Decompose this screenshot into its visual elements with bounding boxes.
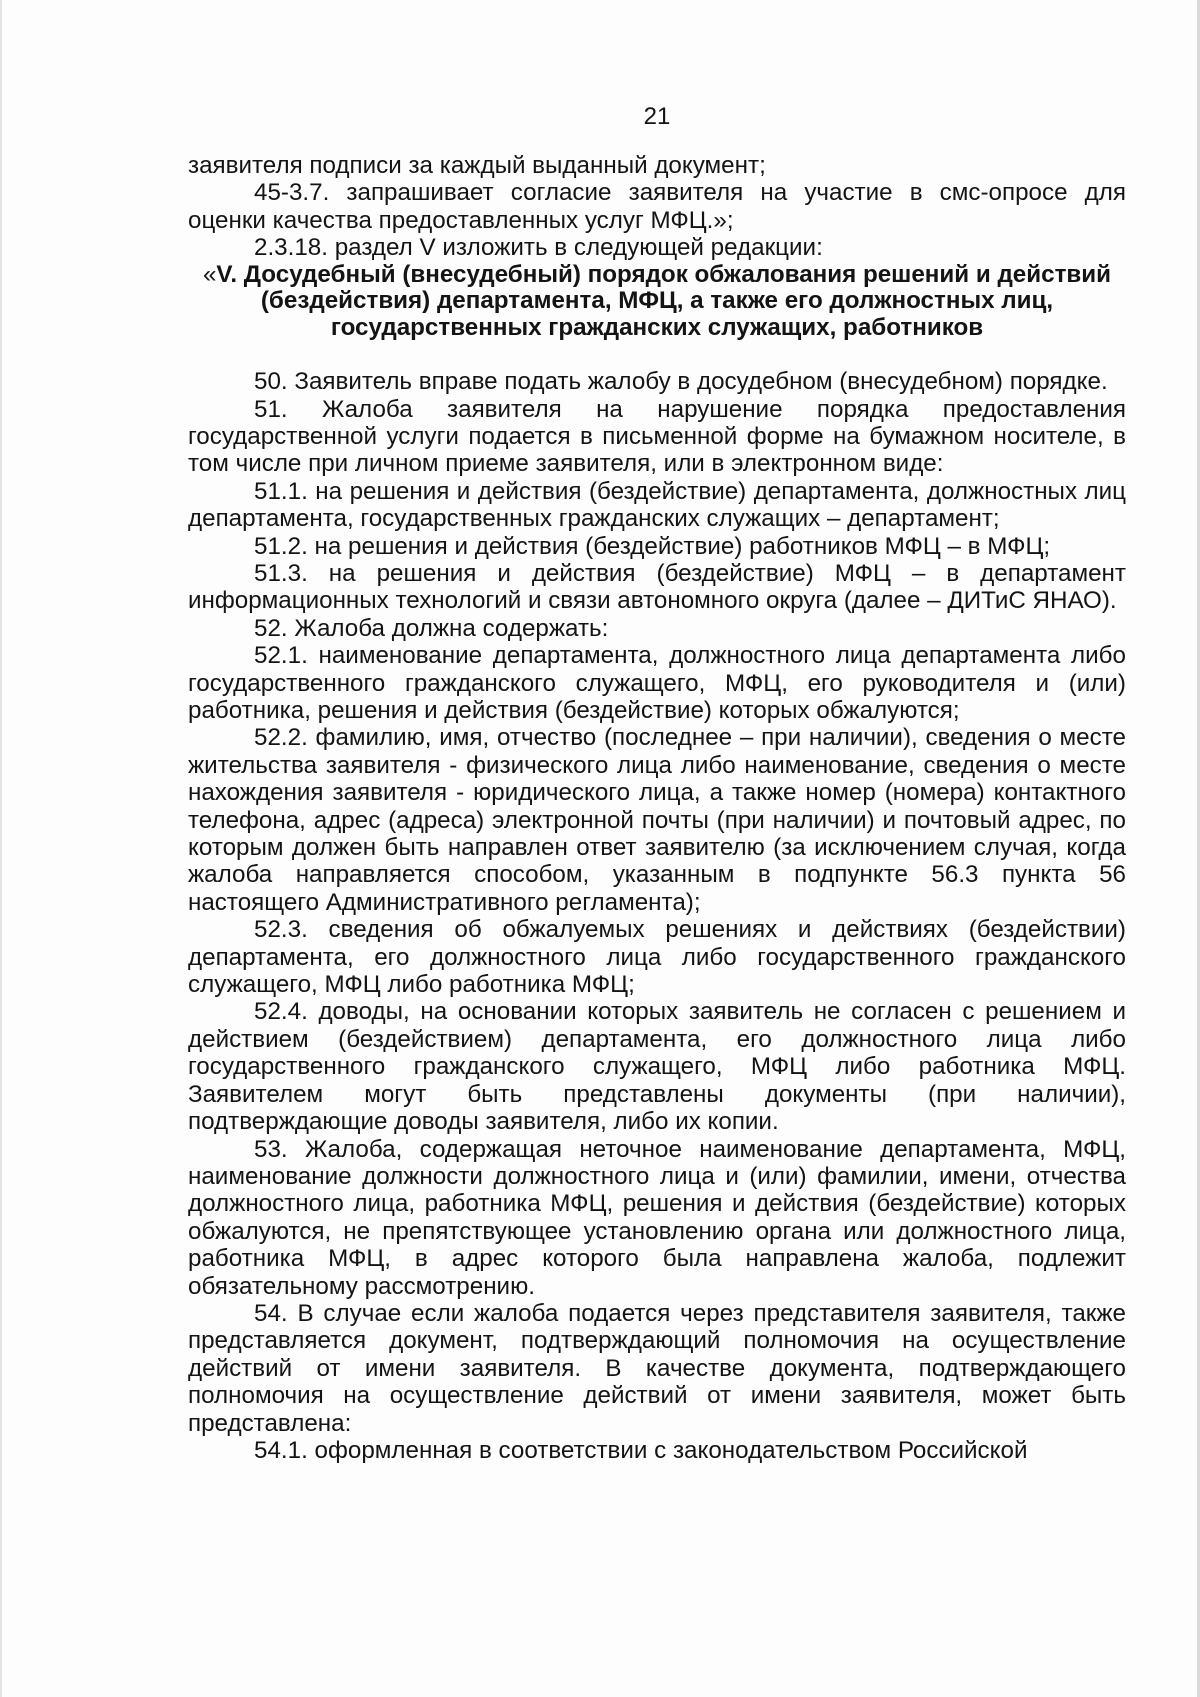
paragraph-52-2: 52.2. фамилию, имя, отчество (последнее – при наличии), сведения о месте жительства заявителя - физического лица либо наименование, сведения о месте нахождения заявителя - юридического лица, а также номер (номера) контактного телефона, адрес (адреса) электронной почты (при наличии) и почтовый адрес, по которым должен быть направлен ответ заявителю (за исключением случая, когда жалоба направляется способом, указанным в подпункте 56.3 пункта 56 настоящего Административного регламента); (188, 724, 1126, 916)
paragraph-53: 53. Жалоба, содержащая неточное наименование департамента, МФЦ, наименование должности должностного лица и (или) фамилии, имени, отчества должностного лица, работника МФЦ, решения и действия (бездействие) которых обжалуются, не препятствующее установлению органа или должностного лица, работника МФЦ, в адрес которого была направлена жалоба, подлежит обязательному рассмотрению. (188, 1135, 1126, 1300)
paragraph-52: 52. Жалоба должна содержать: (254, 614, 609, 642)
paragraph-52-4: 52.4. доводы, на основании которых заявитель не согласен с решением и действием (бездействием) департамента, его должностного лица либо государственного гражданского служащего, МФЦ либо работника МФЦ. Заявителем могут быть представлены документы (при наличии), подтверждающие доводы заявителя, либо их копии. (188, 998, 1126, 1136)
paragraph-signature-line: заявителя подписи за каждый выданный документ; (188, 152, 766, 179)
page-number: 21 (643, 103, 671, 130)
heading-text: V. Досудебный (внесудебный) порядок обжалования решений и действий (бездействия) департамента, МФЦ, а также его должностных лиц, государственных гражданских служащих, работников (216, 260, 1112, 341)
paragraph-54-1: 54.1. оформленная в соответствии с законодательством Российской (254, 1436, 1028, 1464)
paragraph-2-3-18: 2.3.18. раздел V изложить в следующей редакции: (254, 234, 823, 262)
paragraph-50: 50. Заявитель вправе подать жалобу в досудебном (внесудебном) порядке. (254, 368, 1108, 396)
paragraph-54: 54. В случае если жалоба подается через представителя заявителя, также представляется документ, подтверждающий полномочия на осуществление действий от имени заявителя. В качестве документа, подтверждающего полномочия на осуществление действий от имени заявителя, может быть представлена: (188, 1299, 1126, 1437)
paragraph-52-1: 52.1. наименование департамента, должностного лица департамента либо государственного гражданского служащего, МФЦ, его руководителя и (или) работника, решения и действия (бездействие) которых обжалуются; (188, 642, 1126, 724)
document-body (188, 102, 1126, 1464)
paragraph-45-3-7: 45-3.7. запрашивает согласие заявителя на участие в смс-опросе для оценки качества предоставленных услуг МФЦ.»; (188, 179, 1126, 234)
paragraph-52-3: 52.3. сведения об обжалуемых решениях и действиях (бездействии) департамента, его должностного лица либо государственного гражданского служащего, МФЦ либо работника МФЦ; (188, 916, 1126, 999)
paragraph-51-3: 51.3. на решения и действия (бездействие) МФЦ – в департамент информационных технологий и связи автономного округа (далее – ДИТиС ЯНАО). (188, 559, 1126, 615)
section-heading (188, 262, 1126, 342)
paragraph-51-1: 51.1. на решения и действия (бездействие) департамента, должностных лиц департамента, государственных гражданских служащих – департамент; (188, 477, 1126, 533)
heading-quote-mark: « (202, 260, 217, 288)
paragraph-51-2: 51.2. на решения и действия (бездействие) работников МФЦ – в МФЦ; (254, 532, 1051, 560)
paragraph-51: 51. Жалоба заявителя на нарушение порядка предоставления государственной услуги подается в письменной форме на бумажном носителе, в том числе при личном приеме заявителя, или в электронном виде: (188, 395, 1126, 478)
